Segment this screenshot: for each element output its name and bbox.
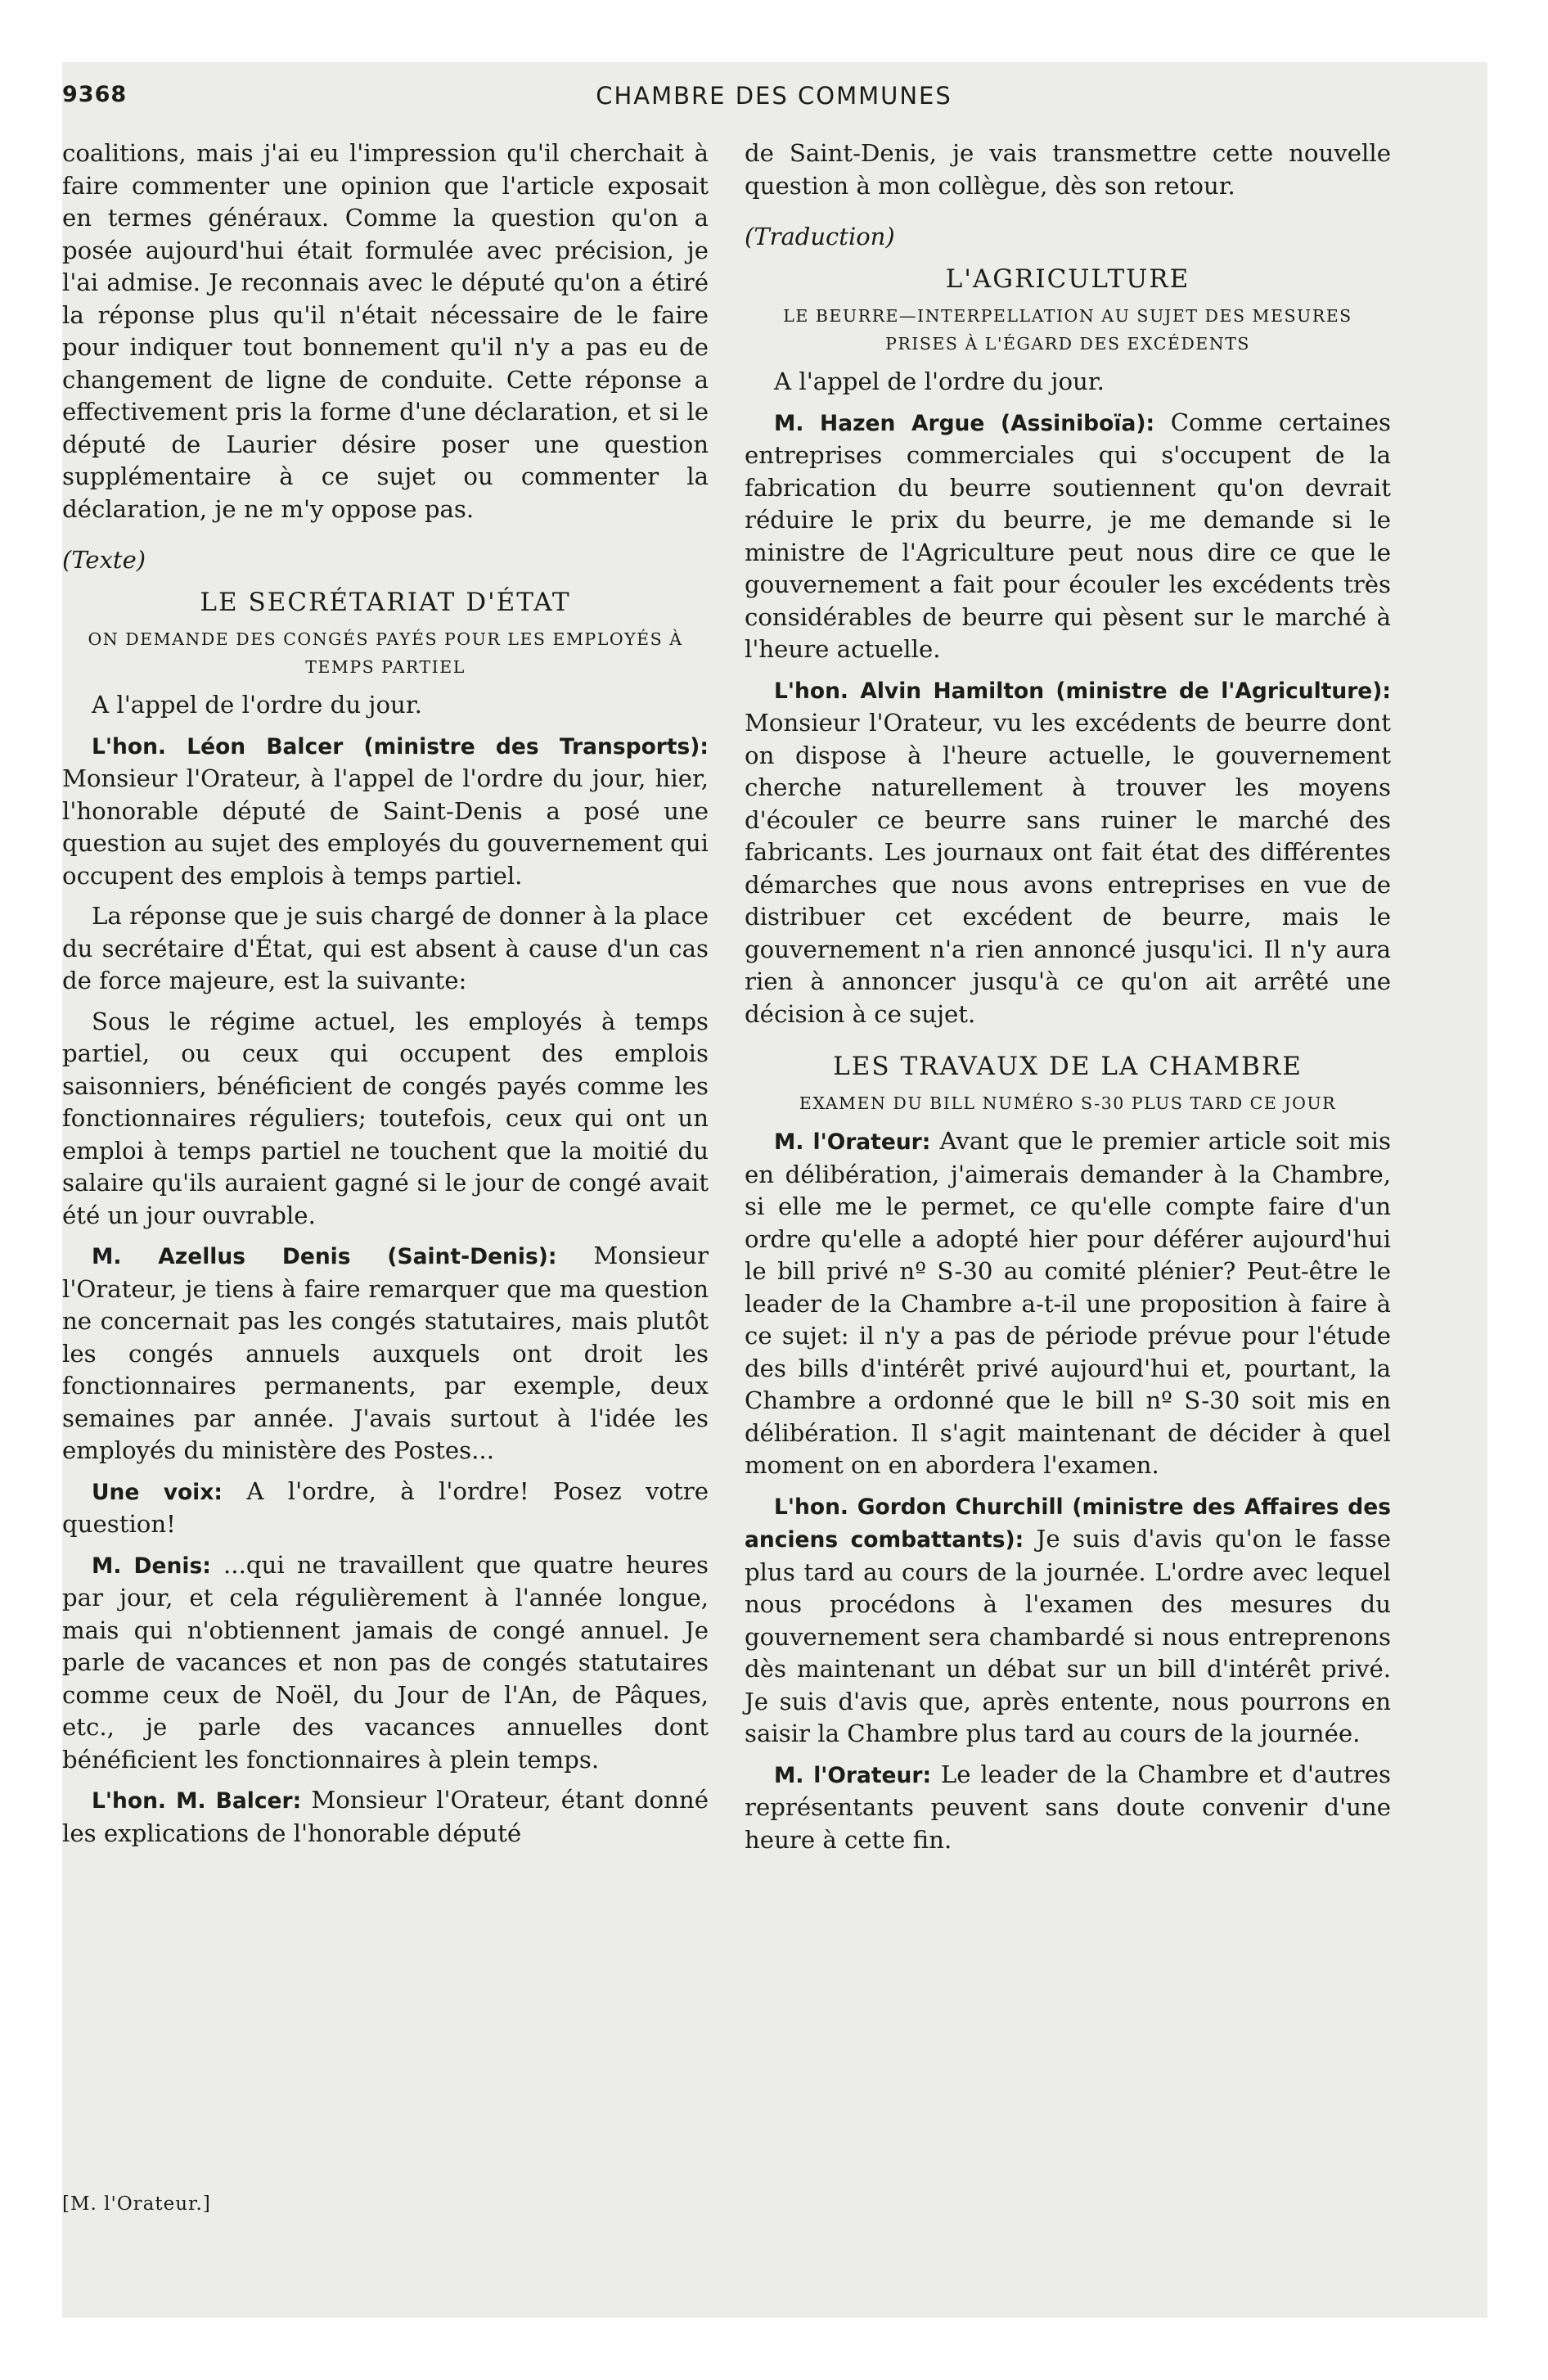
- speech: [745, 674, 1391, 1031]
- speech-text: Monsieur l'Orateur, à l'appel de l'ordre du jour, hier, l'honorable député de Saint-Denis a posé une question au sujet des employés du gouvernement qui occupent des emplois à temps partiel.: [62, 764, 709, 890]
- section-title: LE SECRÉTARIAT D'ÉTAT: [200, 588, 571, 617]
- speech-text: Monsieur l'Orateur, je tiens à faire remarquer que ma question ne concernait pas les congés statutaires, mais plutôt les congés annuels auxquels ont droit les fonctionnaires permanents, par exemple, deux semaines par année. J'avais surtout à l'idée les employés du ministère des Postes...: [62, 1242, 709, 1464]
- paragraph: Sous le régime actuel, les employés à temps partiel, ou ceux qui occupent des emplois saisonniers, bénéficient de congés payés comme les fonctionnaires réguliers; toutefois, ceux qui ont un emploi à temps partiel ne touchent que la moitié du salaire qu'ils auraient gagné si le jour de congé avait été un jour ouvrable.: [62, 1007, 709, 1229]
- section-title: LES TRAVAUX DE LA CHAMBRE: [833, 1052, 1303, 1081]
- language-tag: (Traduction): [745, 223, 895, 250]
- speaker-name: L'hon. Alvin Hamilton (ministre de l'Agriculture):: [774, 678, 1391, 704]
- speech: [62, 1476, 709, 1541]
- paragraph: A l'appel de l'ordre du jour.: [774, 367, 1105, 395]
- speech: [62, 1240, 709, 1467]
- speech-text: ...qui ne travaillent que quatre heures par jour, et cela régulièrement à l'année longue, mais qui n'obtiennent jamais de congé annuel. Je parle de vacances et non pas de congés statutaires comme ceux de Noël, du Jour de l'An, de Pâques, etc., je parle des vacances annuelles dont bénéficient les fonctionnaires à plein temps.: [62, 1550, 709, 1774]
- speaker-name: M. l'Orateur:: [774, 1129, 931, 1155]
- language-tag: (Texte): [62, 546, 146, 574]
- right-column: [745, 137, 1391, 1864]
- speech: [62, 1549, 709, 1777]
- speech-text: Avant que le premier article soit mis en délibération, j'aimerais demander à la Chambre, si elle me le permet, ce qu'elle compte faire d'un ordre qu'elle a adopté hier pour déférer aujourd'hui le bill privé nº S-30 au comité plénier? Peut-être le leader de la Chambre a-t-il une proposition à faire à ce sujet: il n'y a pas de période prévue pour l'étude des bills d'intérêt privé aujourd'hui et, pourtant, la Chambre a ordonné que le bill nº S-30 soit mis en délibération. Il s'agit maintenant de décider à quel moment on en abordera l'examen.: [745, 1127, 1391, 1479]
- speech-text: Monsieur l'Orateur, vu les excédents de beurre dont on dispose à l'heure actuelle, le gouvernement cherche naturellement à trouver les moyens d'écouler ce beurre sans ruiner le marché des fabricants. Les journaux ont fait état des différentes démarches que nous avons entreprises en vue de distribuer cet excédent de beurre, mais le gouvernement n'a rien annoncé jusqu'ici. Il n'y aura rien à annoncer jusqu'à ce qu'on ait arrêté une décision à ce sujet.: [745, 709, 1391, 1028]
- speech: [62, 730, 709, 893]
- speech: [745, 1125, 1391, 1482]
- footer-note: [M. l'Orateur.]: [62, 2193, 211, 2215]
- speech: [745, 407, 1391, 666]
- paragraph: de Saint-Denis, je vais transmettre cette nouvelle question à mon collègue, dès son retour.: [745, 139, 1391, 200]
- speaker-name: Une voix:: [92, 1479, 223, 1505]
- left-column: [62, 137, 709, 1858]
- speech: [745, 1759, 1391, 1857]
- paragraph: A l'appel de l'ordre du jour.: [92, 691, 422, 719]
- speaker-name: M. l'Orateur:: [774, 1762, 932, 1788]
- page-number: 9368: [62, 82, 128, 107]
- running-title: CHAMBRE DES COMMUNES: [596, 82, 952, 110]
- speaker-name: L'hon. M. Balcer:: [92, 1788, 302, 1814]
- speech-text: Je suis d'avis qu'on le fasse plus tard au cours de la journée. L'ordre avec lequel nous procédons à l'examen des mesures du gouvernement sera chambardé si nous entreprenons dès maintenant un débat sur un bill d'intérêt privé. Je suis d'avis que, après entente, nous pourrons en saisir la Chambre plus tard au cours de la journée.: [745, 1525, 1391, 1747]
- speaker-name: M. Denis:: [92, 1553, 211, 1579]
- speech-text: Le leader de la Chambre et d'autres représentants peuvent sans doute convenir d'une heure à cette fin.: [745, 1760, 1391, 1854]
- speech-text: Monsieur l'Orateur, étant donné les explications de l'honorable député: [62, 1786, 709, 1847]
- speech: [745, 1490, 1391, 1751]
- speech-text: Comme certaines entreprises commerciales qui s'occupent de la fabrication du beurre soutiennent qu'on devrait réduire le prix du beurre, je me demande si le ministre de l'Agriculture peut nous dire ce que le gouvernement a fait pour écouler les excédents très considérables de beurre qui pèsent sur le marché à l'heure actuelle.: [745, 408, 1391, 663]
- section-subtitle: EXAMEN DU BILL NUMÉRO S-30 PLUS TARD CE JOUR: [799, 1093, 1337, 1113]
- speech: [62, 1784, 709, 1850]
- section-subtitle: LE BEURRE—INTERPELLATION AU SUJET DES MESURES PRISES À L'ÉGARD DES EXCÉDENTS: [783, 306, 1352, 354]
- speaker-name: L'hon. Léon Balcer (ministre des Transports):: [92, 733, 709, 760]
- speaker-name: M. Hazen Argue (Assiniboïa):: [774, 410, 1155, 436]
- speaker-name: L'hon. Gordon Churchill (ministre des Affaires des anciens combattants):: [745, 1494, 1391, 1553]
- paragraph: coalitions, mais j'ai eu l'impression qu'il cherchait à faire commenter une opinion que l'article exposait en termes généraux. Comme la question qu'on a posée aujourd'hui était formulée avec précision, je l'ai admise. Je reconnais avec le député qu'on a étiré la réponse plus qu'il n'était nécessaire de le faire pour indiquer tout bonnement qu'il n'y a pas eu de changement de ligne de conduite. Cette réponse a effectivement pris la forme d'une déclaration, et si le député de Laurier désire poser une question supplémentaire à ce sujet ou commenter la déclaration, je ne m'y oppose pas.: [62, 139, 709, 523]
- section-title: L'AGRICULTURE: [945, 264, 1190, 294]
- speech-text: A l'ordre, à l'ordre! Posez votre question!: [62, 1476, 709, 1538]
- section-subtitle: ON DEMANDE DES CONGÉS PAYÉS POUR LES EMPLOYÉS À TEMPS PARTIEL: [88, 629, 683, 677]
- page-header: [62, 82, 1486, 123]
- speaker-name: M. Azellus Denis (Saint-Denis):: [92, 1244, 557, 1269]
- paragraph: La réponse que je suis chargé de donner à la place du secrétaire d'État, qui est absent à cause d'un cas de force majeure, est la suivante:: [62, 902, 709, 994]
